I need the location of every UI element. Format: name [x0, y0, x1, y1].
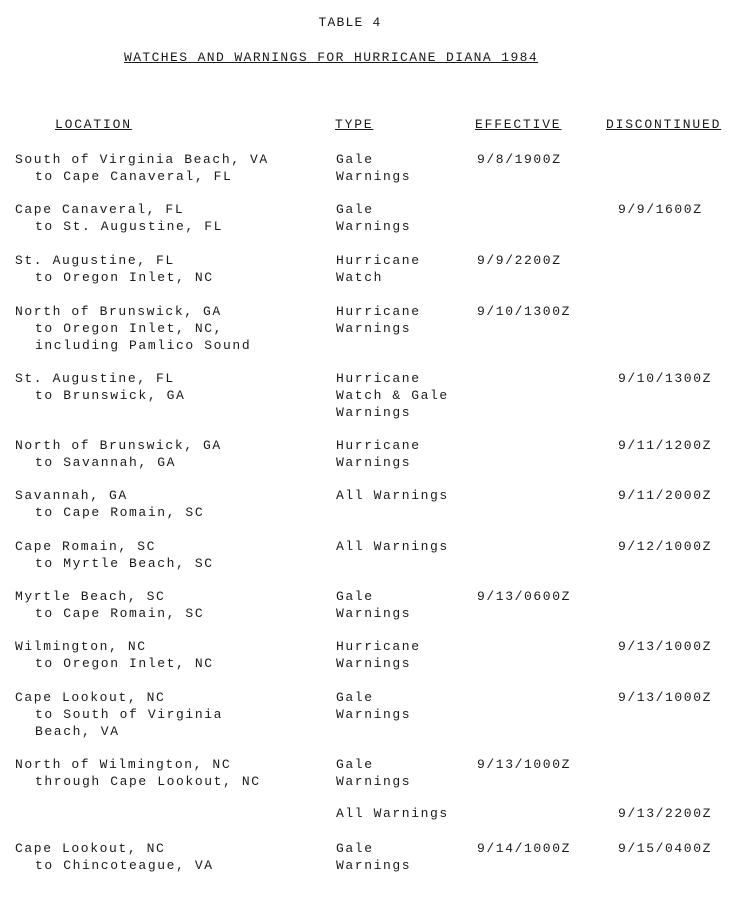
- type-cell-line: Warnings: [336, 858, 412, 873]
- discontinued-cell-value: 9/13/1000Z: [618, 690, 713, 705]
- location-cell-line: through Cape Lookout, NC: [35, 774, 261, 789]
- discontinued-cell-value: 9/13/2200Z: [618, 806, 713, 821]
- type-cell-line: Watch: [336, 270, 384, 285]
- location-cell-line: to South of Virginia: [35, 707, 224, 722]
- location-cell-line: North of Brunswick, GA: [15, 304, 222, 319]
- location-cell-line: to St. Augustine, FL: [35, 219, 224, 234]
- location-cell: [15, 151, 269, 185]
- type-cell-line: Gale: [336, 589, 374, 604]
- location-cell: [15, 487, 204, 521]
- type-cell: [336, 756, 411, 790]
- discontinued-cell-value: 9/9/1600Z: [618, 202, 703, 217]
- type-cell: [336, 252, 421, 286]
- type-cell-line: Hurricane: [336, 438, 421, 453]
- type-cell-line: Warnings: [336, 656, 412, 671]
- type-cell-line: Warnings: [336, 606, 412, 621]
- location-cell-line: to Cape Canaveral, FL: [35, 169, 233, 184]
- type-cell: [336, 805, 449, 822]
- location-cell: [15, 689, 223, 740]
- location-cell-line: St. Augustine, FL: [15, 371, 175, 386]
- table-number: TABLE 4: [318, 15, 382, 30]
- location-cell: [15, 756, 261, 790]
- discontinued-cell: [618, 840, 712, 857]
- discontinued-cell: [618, 487, 712, 504]
- effective-cell-value: 9/13/1000Z: [477, 757, 572, 772]
- header-discontinued: DISCONTINUED: [606, 117, 722, 132]
- location-cell-line: Savannah, GA: [15, 488, 128, 503]
- discontinued-cell-value: 9/11/2000Z: [618, 488, 713, 503]
- discontinued-cell-value: 9/10/1300Z: [618, 371, 713, 386]
- discontinued-cell-value: 9/11/1200Z: [618, 438, 713, 453]
- effective-cell: [477, 588, 571, 605]
- location-cell: [15, 437, 222, 471]
- location-cell-line: to Cape Romain, SC: [35, 606, 205, 621]
- header-location: LOCATION: [55, 117, 132, 132]
- type-cell-line: Gale: [336, 841, 374, 856]
- type-cell-line: Gale: [336, 202, 374, 217]
- effective-cell: [477, 252, 562, 269]
- type-cell-line: All Warnings: [336, 539, 449, 554]
- location-cell-line: North of Brunswick, GA: [15, 438, 222, 453]
- discontinued-cell: [618, 689, 712, 706]
- type-cell: [336, 201, 411, 235]
- type-cell-line: Hurricane: [336, 253, 421, 268]
- discontinued-cell-value: 9/13/1000Z: [618, 639, 713, 654]
- location-cell-line: South of Virginia Beach, VA: [15, 152, 269, 167]
- location-cell-line: including Pamlico Sound: [35, 338, 252, 353]
- location-cell-line: to Oregon Inlet, NC: [35, 270, 214, 285]
- discontinued-cell: [618, 437, 712, 454]
- location-cell-line: to Myrtle Beach, SC: [35, 556, 214, 571]
- location-cell: [15, 303, 251, 354]
- location-cell-line: Beach, VA: [35, 724, 120, 739]
- location-cell-line: to Savannah, GA: [35, 455, 177, 470]
- location-cell-line: to Chincoteague, VA: [35, 858, 214, 873]
- table-title: WATCHES AND WARNINGS FOR HURRICANE DIANA 1984: [124, 50, 539, 65]
- location-cell-line: North of Wilmington, NC: [15, 757, 232, 772]
- location-cell-line: to Oregon Inlet, NC: [35, 656, 214, 671]
- location-cell-line: Cape Lookout, NC: [15, 841, 166, 856]
- location-cell: [15, 840, 214, 874]
- effective-cell-value: 9/10/1300Z: [477, 304, 572, 319]
- type-cell-line: Warnings: [336, 774, 412, 789]
- discontinued-cell: [618, 638, 712, 655]
- type-cell: [336, 303, 421, 337]
- location-cell-line: Myrtle Beach, SC: [15, 589, 166, 604]
- location-cell: [15, 201, 223, 235]
- discontinued-cell: [618, 538, 712, 555]
- effective-cell: [477, 756, 571, 773]
- type-cell-line: All Warnings: [336, 806, 449, 821]
- discontinued-cell-value: 9/12/1000Z: [618, 539, 713, 554]
- type-cell: [336, 840, 411, 874]
- type-cell: [336, 437, 421, 471]
- effective-cell-value: 9/9/2200Z: [477, 253, 562, 268]
- effective-cell: [477, 151, 562, 168]
- discontinued-cell: [618, 201, 703, 218]
- type-cell-line: Warnings: [336, 707, 412, 722]
- type-cell-line: Hurricane: [336, 371, 421, 386]
- location-cell: [15, 638, 214, 672]
- type-cell-line: Warnings: [336, 321, 412, 336]
- type-cell-line: Warnings: [336, 219, 412, 234]
- type-cell-line: Hurricane: [336, 304, 421, 319]
- type-cell: [336, 638, 421, 672]
- header-effective: EFFECTIVE: [475, 117, 562, 132]
- location-cell-line: Cape Lookout, NC: [15, 690, 166, 705]
- discontinued-cell: [618, 370, 712, 387]
- type-cell-line: Hurricane: [336, 639, 421, 654]
- effective-cell-value: 9/13/0600Z: [477, 589, 572, 604]
- location-cell-line: St. Augustine, FL: [15, 253, 175, 268]
- type-cell-line: All Warnings: [336, 488, 449, 503]
- location-cell: [15, 370, 185, 404]
- location-cell-line: to Brunswick, GA: [35, 388, 186, 403]
- type-cell-line: Gale: [336, 690, 374, 705]
- location-cell-line: Wilmington, NC: [15, 639, 147, 654]
- type-cell: [336, 689, 411, 723]
- type-cell: [336, 487, 449, 504]
- type-cell: [336, 538, 449, 555]
- location-cell-line: to Cape Romain, SC: [35, 505, 205, 520]
- location-cell-line: to Oregon Inlet, NC,: [35, 321, 224, 336]
- type-cell-line: Warnings: [336, 405, 412, 420]
- effective-cell-value: 9/14/1000Z: [477, 841, 572, 856]
- type-cell-line: Gale: [336, 757, 374, 772]
- type-cell: [336, 151, 411, 185]
- type-cell-line: Watch & Gale: [336, 388, 449, 403]
- type-cell-line: Gale: [336, 152, 374, 167]
- type-cell: [336, 588, 411, 622]
- location-cell: [15, 252, 214, 286]
- discontinued-cell-value: 9/15/0400Z: [618, 841, 713, 856]
- discontinued-cell: [618, 805, 712, 822]
- location-cell: [15, 588, 204, 622]
- effective-cell: [477, 840, 571, 857]
- type-cell: [336, 370, 449, 421]
- location-cell: [15, 538, 214, 572]
- type-cell-line: Warnings: [336, 169, 412, 184]
- header-type: TYPE: [335, 117, 374, 132]
- effective-cell-value: 9/8/1900Z: [477, 152, 562, 167]
- type-cell-line: Warnings: [336, 455, 412, 470]
- location-cell-line: Cape Canaveral, FL: [15, 202, 185, 217]
- effective-cell: [477, 303, 571, 320]
- location-cell-line: Cape Romain, SC: [15, 539, 157, 554]
